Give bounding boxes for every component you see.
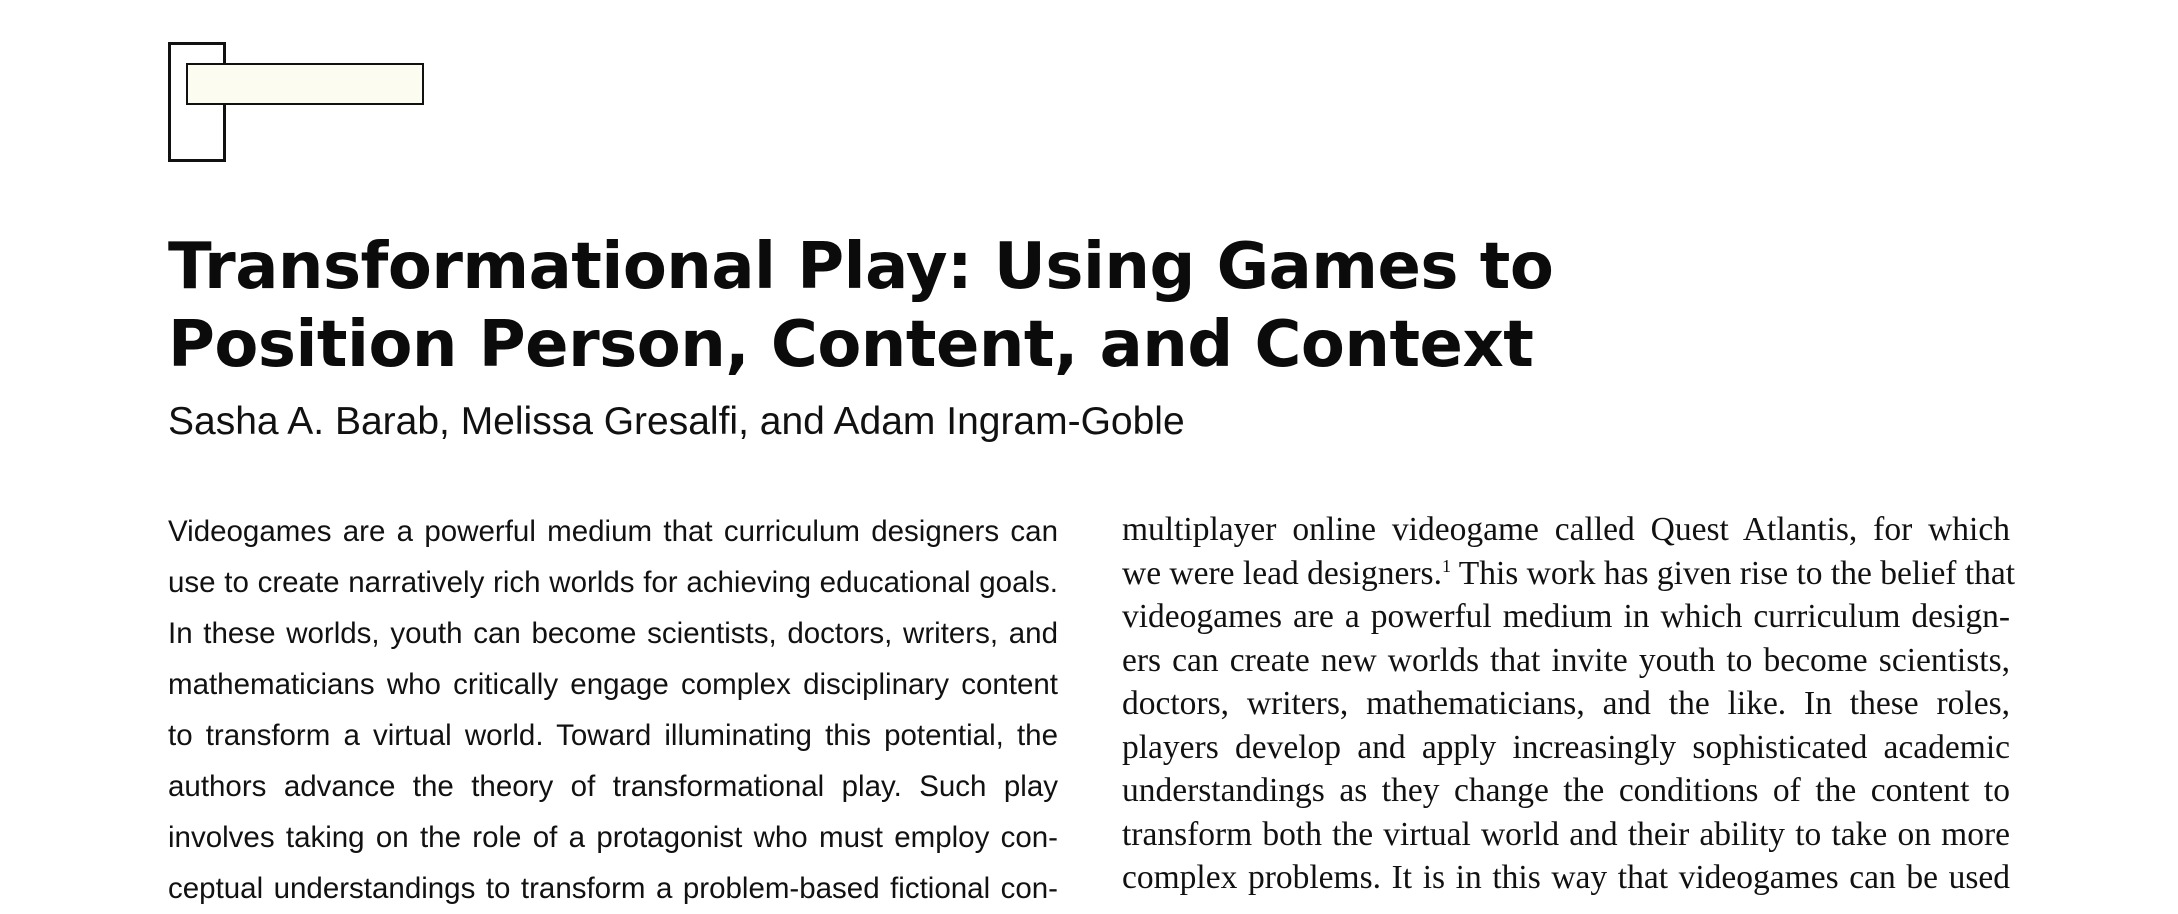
body-line: understandings as they change the conditions of the content to [1122, 772, 2010, 809]
body-line: multiplayer online videogame called Quest Atlantis, for which [1122, 511, 2010, 548]
footnote-marker[interactable]: 1 [1441, 555, 1451, 576]
abstract-line: In these worlds, youth can become scientists, doctors, writers, and [168, 617, 1058, 650]
abstract-column [168, 506, 1058, 914]
body-line: videogames are a powerful medium in which curriculum design- [1122, 598, 2010, 635]
body-line: transform both the virtual world and their ability to take on more [1122, 815, 2010, 853]
abstract-line: use to create narratively rich worlds for achieving educational goals. [168, 566, 1058, 599]
article-authors: Sasha A. Barab, Melissa Gresalfi, and Adam Ingram-Goble [168, 400, 1185, 443]
title-line-1: Transformational Play: Using Games to [168, 230, 1554, 304]
abstract-line: mathematicians who critically engage complex disciplinary content [168, 668, 1058, 701]
abstract-line: to transform a virtual world. Toward illuminating this potential, the [168, 719, 1058, 752]
abstract-line: involves taking on the role of a protagonist who must employ con- [168, 821, 1058, 854]
body-line: players develop and apply increasingly sophisticated academic [1122, 728, 2010, 766]
article-title [168, 228, 1668, 384]
abstract-line: Videogames are a powerful medium that curriculum designers can [168, 515, 1058, 548]
logo-horizontal-box [186, 63, 424, 105]
body-line: ers can create new worlds that invite youth to become scientists, [1122, 641, 2010, 679]
body-line: doctors, writers, mathematicians, and the like. In these roles, [1122, 685, 2010, 722]
body-line-text: we were lead designers. [1122, 554, 1442, 592]
logo-vertical-box [168, 42, 226, 162]
body-text-column [1122, 508, 2016, 900]
body-line-text: This work has given rise to the belief that [1450, 554, 2016, 592]
abstract-line: authors advance the theory of transformational play. Such play [168, 770, 1058, 803]
title-line-2: Position Person, Content, and Context [168, 308, 1534, 382]
abstract-line: ceptual understandings to transform a problem-based fictional con- [168, 872, 1058, 905]
body-line: complex problems. It is in this way that videogames can be used [1122, 859, 2010, 896]
body-line [1122, 552, 2016, 596]
